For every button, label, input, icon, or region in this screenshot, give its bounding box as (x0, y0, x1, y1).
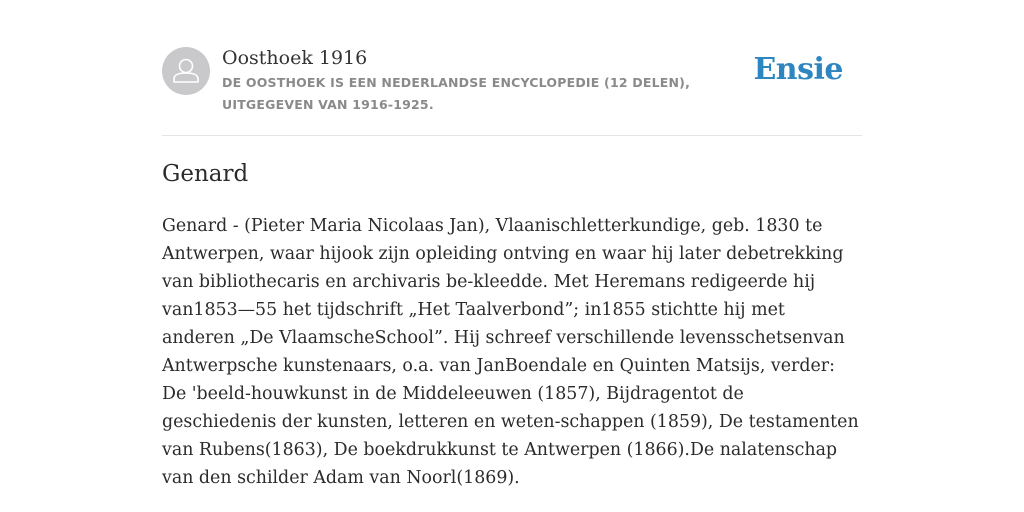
source-header (162, 0, 862, 136)
source-title[interactable]: Oosthoek 1916 (222, 47, 368, 69)
page (162, 0, 862, 488)
source-description: DE OOSTHOEK IS EEN NEDERLANDSE ENCYCLOPEDIE (12 DELEN), UITGEGEVEN VAN 1916-1925. (222, 75, 691, 112)
user-icon (162, 47, 210, 95)
article-title: Genard (162, 161, 249, 187)
brand-logo[interactable]: Ensie (753, 52, 843, 87)
article-body: Genard - (Pieter Maria Nicolaas Jan), Vlaanischletterkundige, geb. 1830 te Antwerpen, waar hijook zijn opleiding ontving en waar hij later debetrekking van bibliothecaris en archivaris be-kleedde. Met Heremans redigeerde hij van1853—55 het tijdschrift „Het Taalverbond”; in1855 stichtte hij met anderen „De VlaamscheSchool”. Hij schreef verschillende levensschetsenvan Antwerpsche kunstenaars, o.a. van JanBoendale en Quinten Matsijs, verder: De 'beeld-houwkunst in de Middeleeuwen (1857), Bijdragentot de geschiedenis der kunsten, letteren en weten-schappen (1859), De testamenten van Rubens(1863), De boekdrukkunst te Antwerpen (1866).De nalatenschap van den schilder Adam van Noorl(1869). (162, 216, 859, 488)
avatar[interactable] (162, 47, 210, 95)
